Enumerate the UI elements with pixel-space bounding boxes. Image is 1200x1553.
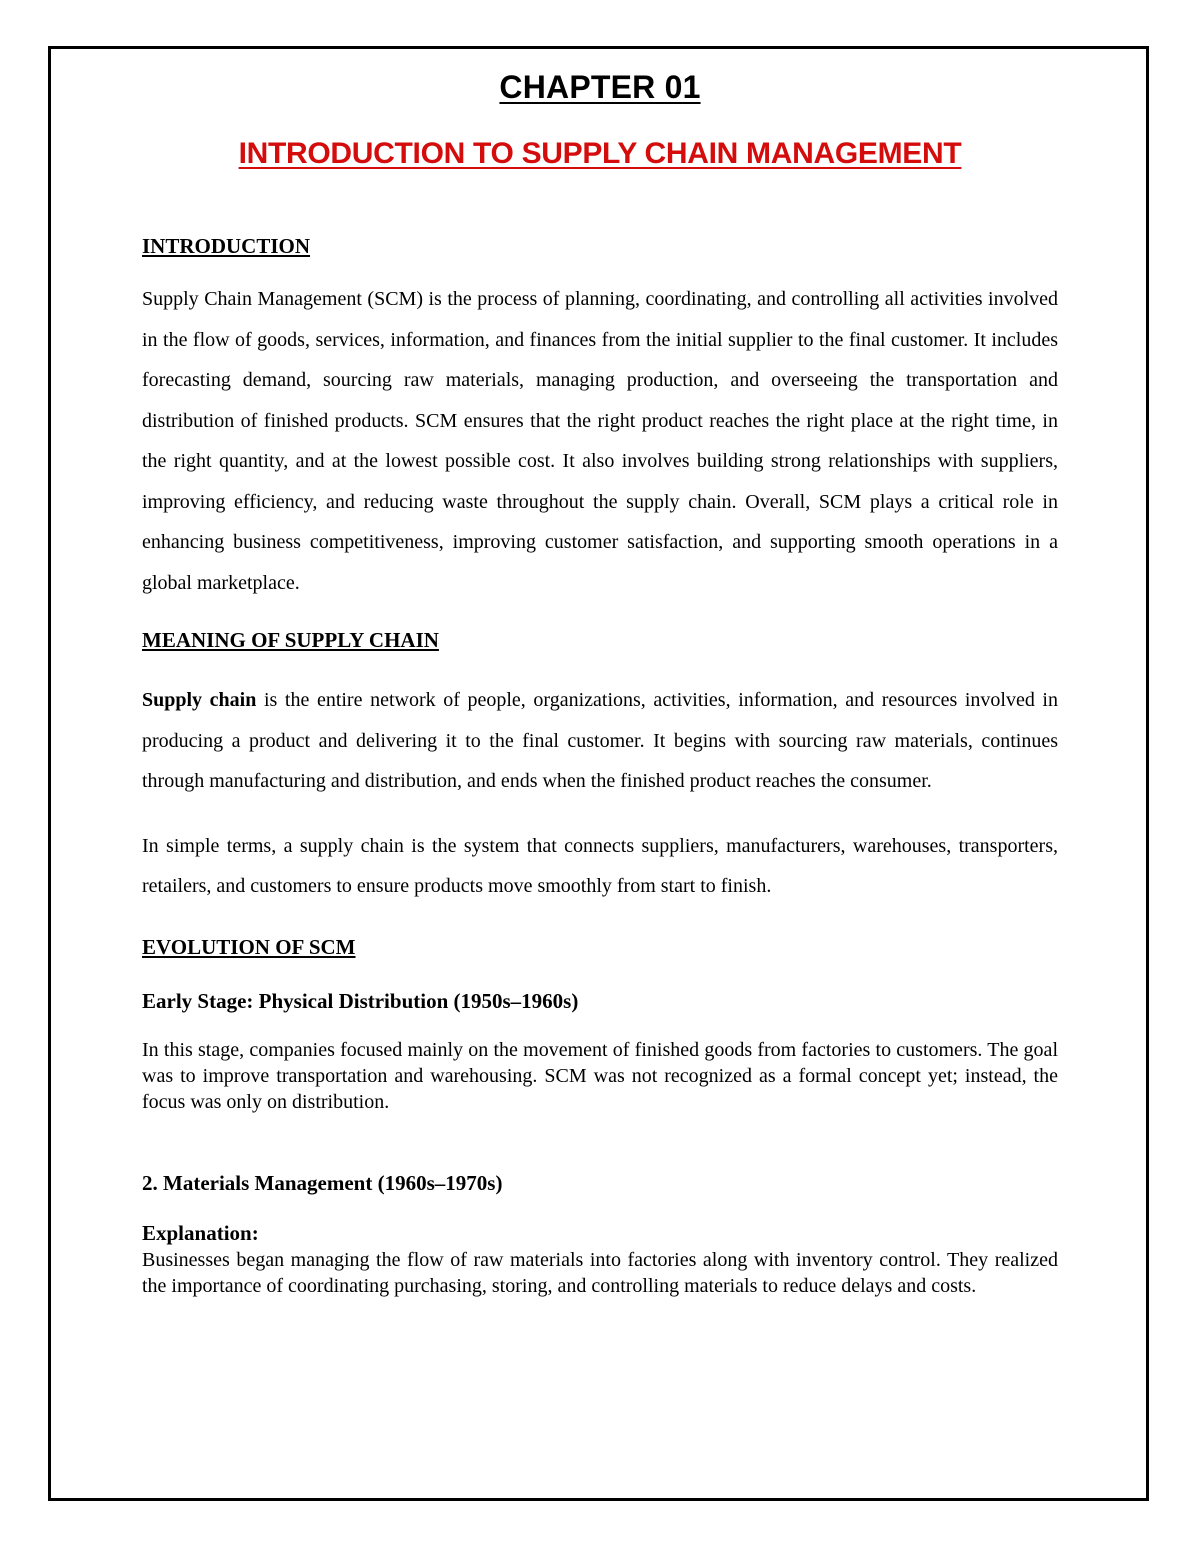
- explanation-label: Explanation:: [142, 1220, 259, 1245]
- meaning-paragraph-text: is the entire network of people, organizations, activities, information, and resources involved in producing a product and delivering it to the final customer. It begins with sourcing raw materials, continues through manufacturing and distribution, and ends when the finished product reaches the consumer.: [142, 689, 1058, 792]
- chapter-label: CHAPTER 01: [499, 69, 701, 105]
- meaning-paragraph: [142, 680, 1058, 802]
- section-heading-evolution: EVOLUTION OF SCM: [142, 934, 356, 959]
- chapter-title: INTRODUCTION TO SUPPLY CHAIN MANAGEMENT: [238, 137, 962, 170]
- stage-1-paragraph: In this stage, companies focused mainly on the movement of finished goods from factories to customers. The goal was to improve transportation and warehousing. SCM was not recognized as a formal concept yet; instead, the focus was only on distribution.: [142, 1038, 1058, 1113]
- supply-chain-term: Supply chain: [142, 689, 257, 711]
- section-heading-meaning: MEANING OF SUPPLY CHAIN: [142, 628, 439, 652]
- document-content: [142, 66, 1058, 1299]
- section-heading-introduction: INTRODUCTION: [142, 234, 311, 258]
- introduction-paragraph: Supply Chain Management (SCM) is the process of planning, coordinating, and controlling all activities involved in the flow of goods, services, information, and finances from the initial supplier to the final customer. It includes forecasting demand, sourcing raw materials, managing production, and overseeing the transportation and distribution of finished products. SCM ensures that the right product reaches the right place at the right time, in the right quantity, and at the lowest possible cost. It also involves building strong relationships with suppliers, improving efficiency, and reducing waste throughout the supply chain. Overall, SCM plays a critical role in enhancing business competitiveness, improving customer satisfaction, and supporting smooth operations in a global marketplace.: [142, 288, 1058, 594]
- stage-2-title: 2. Materials Management (1960s–1970s): [142, 1170, 503, 1195]
- meaning-paragraph-2: In simple terms, a supply chain is the system that connects suppliers, manufacturers, warehouses, transporters, retailers, and customers to ensure products move smoothly from start to finish.: [142, 834, 1058, 897]
- stage-1-title: Early Stage: Physical Distribution (1950s–1960s): [142, 988, 579, 1013]
- stage-2-paragraph: Businesses began managing the flow of raw materials into factories along with inventory control. They realized the importance of coordinating purchasing, storing, and controlling materials to reduce delays and costs.: [142, 1248, 1058, 1297]
